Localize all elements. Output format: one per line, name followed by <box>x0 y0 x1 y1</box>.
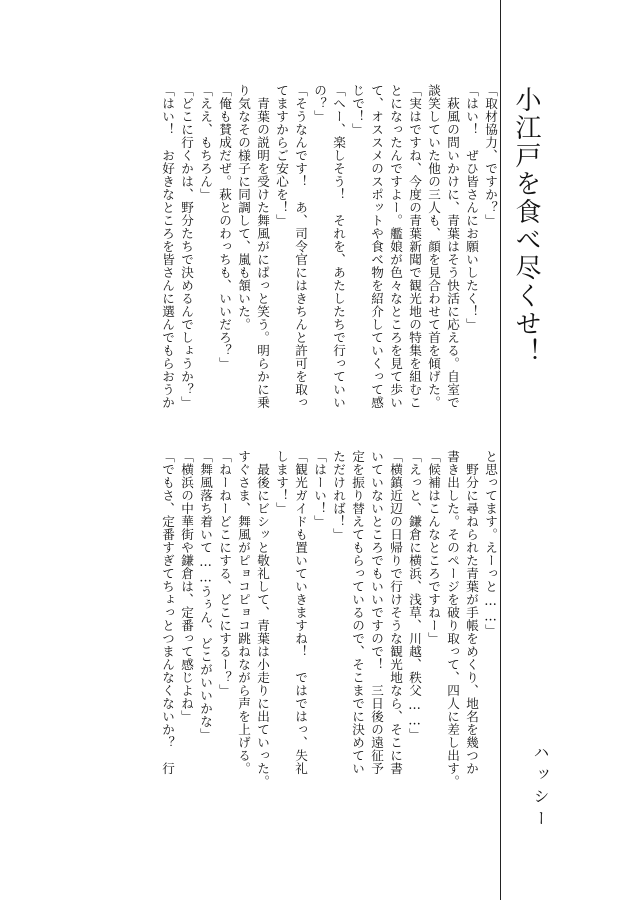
text-line: 「取材協力、ですか？」 <box>483 84 498 227</box>
text-line: 最後にビシッと敬礼して、青葉は小走りに出ていった。 <box>255 450 270 788</box>
text-line: 談笑していた他の三人も、顔を見合わせて首を傾げた。 <box>426 84 441 409</box>
text-line: 「どこに行くかは、野分たちで決めるんでしょうか？」 <box>179 84 194 409</box>
text-line: 「ええ、もちろん」 <box>198 84 213 201</box>
vertical-divider <box>500 0 501 900</box>
text-line: 「そうなんです！ あ、司令官にはきちんと許可を取っ <box>293 84 308 409</box>
text-line: て、オススメのスポットや食べ物を紹介していくって感 <box>369 84 384 409</box>
text-line: 萩風の問いかけに、青葉はそう快活に応える。自室で <box>445 84 460 409</box>
text-line: 青葉の説明を受けた舞風がにぱっと笑う。明らかに乗 <box>255 84 270 409</box>
text-line: ただければ！」 <box>331 450 346 541</box>
text-line: 「横浜の中華街や鎌倉は、定番って感じよね」 <box>179 450 194 723</box>
text-line: と思ってます。えーっと……」 <box>483 450 498 637</box>
text-line: 「舞風落ち着いて……うぅん、どこがいいかな」 <box>198 450 213 741</box>
text-block-bottom <box>80 450 500 820</box>
text-line: 「横鎮近辺の日帰りで行けそうな観光地なら、そこに書 <box>388 450 403 775</box>
text-line: 「でもさ、定番すぎてちょっとつまんなくないか？ 行 <box>160 450 175 775</box>
text-line: 「はーい！」 <box>312 450 327 528</box>
text-line: 「ねーねーどこにする、どこにするー？」 <box>217 450 232 697</box>
text-line: 定を振り替えてもらっているので、そこまでに決めてい <box>350 450 365 775</box>
text-line: り気なその様子に同調して、嵐も頷いた。 <box>236 84 251 331</box>
text-line: 「へー、楽しそう！ それを、あたしたちで行っていい <box>331 84 346 409</box>
text-line: いていないところでもいいですので！ 三日後の遠征予 <box>369 450 384 775</box>
text-line: じで！」 <box>350 84 365 136</box>
text-line: 「実はですね、今度の青葉新聞で観光地の特集を組むこ <box>407 84 422 409</box>
text-line: 「観光ガイドも置いていきますね！ ではではっ、失礼 <box>293 450 308 775</box>
text-line: の？」 <box>312 84 327 123</box>
text-line: 「はい！ ぜひ皆さんにお願いしたく！」 <box>464 84 479 331</box>
story-title: 小江戸を食べ尽くせ！ <box>511 86 541 366</box>
text-line: とになったんですよー。艦娘が色々なところを見て歩い <box>388 84 403 409</box>
text-line: 「候補はこんなところですねー」 <box>426 450 441 645</box>
text-line: 野分に尋ねられた青葉が手帳をめくり、地名を幾つか <box>464 450 479 775</box>
text-line: します！」 <box>274 450 289 515</box>
author-name: ハッシー <box>531 744 550 832</box>
text-block-top <box>80 84 500 444</box>
text-line: 「俺も賛成だぜ。萩とのわっちも、いいだろ？」 <box>217 84 232 370</box>
text-line: 「はい！ お好きなところを皆さんに選んでもらおうか <box>160 84 175 409</box>
text-line: すぐさま、舞風がピョコピョコ跳ねながら声を上げる。 <box>236 450 251 775</box>
text-line: 書き出した。そのページを破り取って、四人に差し出す。 <box>445 450 460 788</box>
text-line: てますからご安心を！」 <box>274 84 289 227</box>
text-line: 「えっと、鎌倉に横浜、浅草、川越、秩父……」 <box>407 450 422 741</box>
